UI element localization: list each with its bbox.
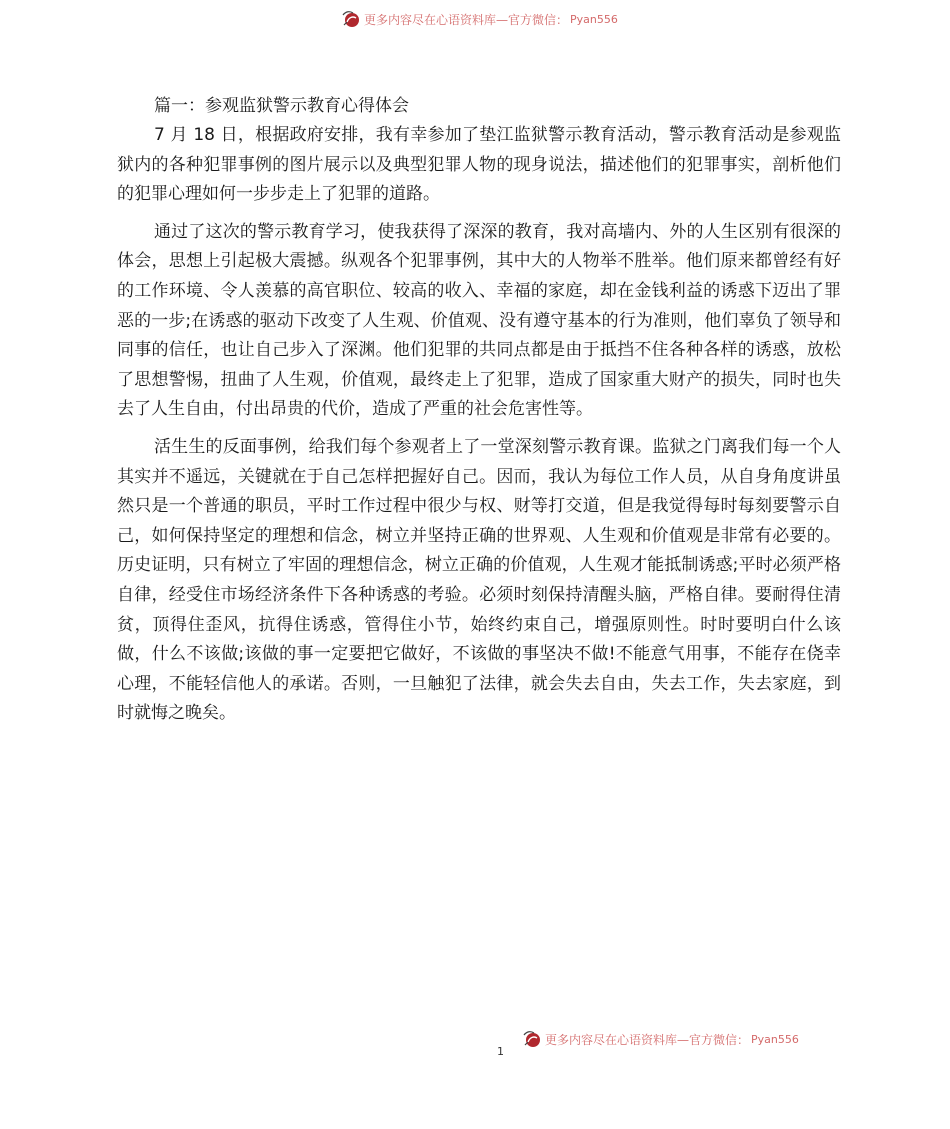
watermark-main-text: 更多内容尽在心语资料库— — [545, 1032, 690, 1047]
paragraph: 活生生的反面事例，给我们每个参观者上了一堂深刻警示教育课。监狱之门离我们每一个人其实并不遥远，关键就在于自己怎样把握好自己。因而，我认为每位工作人员，从自身角度讲虽然只是一个普通的职员，平时工作过程中很少与权、财等打交道，但是我觉得每时每刻要警示自己，如何保持坚定的理想和信念，树立并坚持正确的世界观、人生观和价值观是非常有必要的。历史证明，只有树立了牢固的理想信念，树立正确的价值观，人生观才能抵制诱惑;平时必须严格自律，经受住市场经济条件下各种诱惑的考验。必须时刻保持清醒头脑，严格自律。要耐得住清贫，顶得住歪风，抗得住诱惑，管得住小节，始终约束自己，增强原则性。时时要明白什么该做，什么不该做;该做的事一定要把它做好，不该做的事坚决不做!不能意气用事，不能存在侥幸心理，不能轻信他人的承诺。否则，一旦触犯了法律，就会失去自由，失去工作，失去家庭，到时就悔之晚矣。 — [117, 436, 841, 724]
page-number: 1 — [497, 1045, 504, 1058]
watermark-account-id: Pyan556 — [751, 1032, 799, 1046]
document-title: 篇一：参观监狱警示教育心得体会 — [154, 96, 409, 116]
footer-watermark — [522, 1029, 799, 1049]
paragraph: 7 月 18 日，根据政府安排，我有幸参加了垫江监狱警示教育活动，警示教育活动是参观监狱内的各种犯罪事例的图片展示以及典型犯罪人物的现身说法，描述他们的犯罪事实，剖析他们的犯罪心理如何一步步走上了犯罪的道路。 — [117, 125, 841, 205]
logo-icon — [341, 9, 361, 29]
header-watermark — [341, 9, 618, 29]
watermark-account-label: 官方微信： — [689, 1032, 750, 1047]
document-body — [117, 92, 841, 737]
watermark-account-id: Pyan556 — [570, 12, 618, 26]
watermark-main-text: 更多内容尽在心语资料库— — [364, 12, 509, 27]
watermark-account-label: 官方微信： — [508, 12, 569, 27]
logo-icon — [522, 1029, 542, 1049]
paragraph: 通过了这次的警示教育学习，使我获得了深深的教育，我对高墙内、外的人生区别有很深的体会，思想上引起极大震撼。纵观各个犯罪事例，其中大的人物举不胜举。他们原来都曾经有好的工作环境、令人羡慕的高官职位、较高的收入、幸福的家庭，却在金钱利益的诱惑下迈出了罪恶的一步;在诱惑的驱动下改变了人生观、价值观、没有遵守基本的行为准则，他们辜负了领导和同事的信任，也让自己步入了深渊。他们犯罪的共同点都是由于抵挡不住各种各样的诱惑，放松了思想警惕，扭曲了人生观，价值观，最终走上了犯罪，造成了国家重大财产的损失，同时也失去了人生自由，付出昂贵的代价，造成了严重的社会危害性等。 — [117, 221, 841, 420]
